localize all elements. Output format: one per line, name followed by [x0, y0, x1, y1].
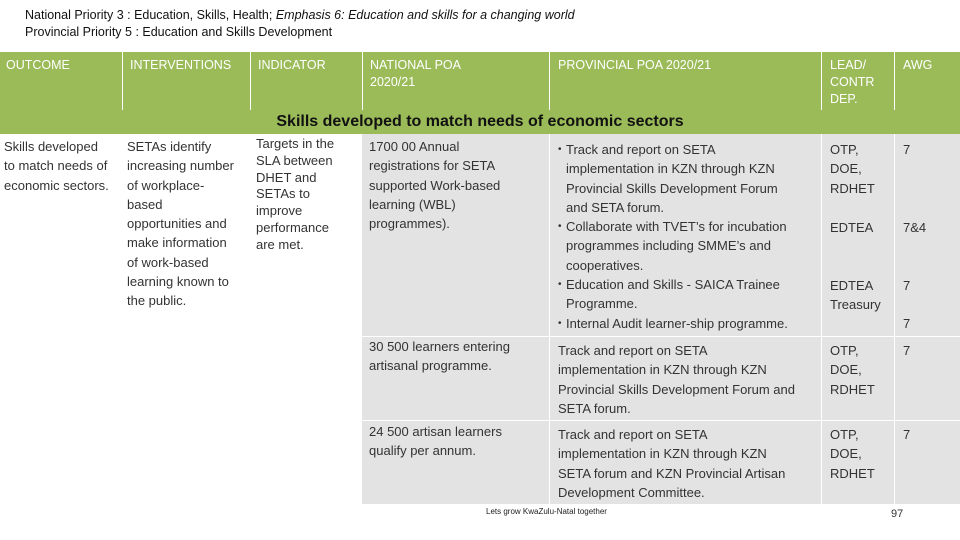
col-header-provincial-poa: PROVINCIAL POA 2020/21 [558, 58, 712, 72]
col-divider [549, 134, 550, 504]
col-header-lead-line: CONTR [830, 75, 875, 89]
cell-line: Provincial Skills Development Forum and [558, 381, 795, 397]
cell-line: performance [256, 219, 329, 235]
cell-lead [830, 425, 875, 483]
cell-line: • Internal Audit learner-ship programme. [566, 315, 788, 331]
cell-line: make information [127, 235, 227, 251]
cell-line: implementation in KZN through KZN [566, 161, 775, 177]
cell-line: Development Committee. [558, 484, 705, 500]
cell-line: OTP, [830, 142, 859, 157]
cell-awg: 7 [903, 343, 911, 358]
cell-line: supported Work-based [369, 177, 501, 193]
col-header-lead [830, 57, 874, 108]
cell-line: cooperatives. [566, 257, 644, 273]
cell-line: of work-based [127, 254, 209, 270]
list-item [558, 217, 788, 275]
cell-line: programmes including SMME’s and [566, 238, 771, 254]
provincial-activity-list [558, 140, 788, 333]
priority-title-main: National Priority 3 : Education, Skills, Health; [25, 8, 276, 22]
col-header-indicator: INDICATOR [258, 58, 326, 72]
section-title: Skills developed to match needs of economic sectors [276, 113, 684, 130]
cell-line: SETAs to [256, 186, 310, 202]
cell-line: DOE, [830, 446, 862, 462]
col-divider [821, 52, 822, 110]
cell-line: Track and report on SETA [558, 427, 708, 442]
cell-line: Provincial Skills Development Forum [566, 180, 778, 196]
list-item [558, 275, 788, 314]
cell-national-poa [369, 137, 500, 233]
cell-line: OTP, [830, 343, 859, 358]
cell-line: DHET and [256, 169, 317, 185]
cell-line: DOE, [830, 161, 862, 177]
cell-line: RDHET [830, 465, 875, 481]
cell-line: the public. [127, 293, 187, 309]
cell-awg: 7&4 [903, 220, 927, 235]
cell-line: SETAs identify [127, 139, 212, 154]
col-divider [250, 52, 251, 110]
footer-slogan: Lets grow KwaZulu-Natal together [486, 507, 607, 516]
cell-lead [830, 140, 875, 198]
cell-provincial-poa [558, 425, 785, 502]
col-header-lead-line: LEAD/ [830, 58, 867, 72]
cell-line: qualify per annum. [369, 443, 476, 459]
cell-line: Programme. [566, 296, 638, 312]
cell-line: of workplace- [127, 177, 205, 193]
cell-outcome [4, 137, 109, 195]
cell-line: • Education and Skills - SAICA Trainee [566, 277, 780, 293]
col-header-outcome: OUTCOME [6, 58, 70, 72]
page-number: 97 [891, 508, 904, 520]
cell-line: are met. [256, 236, 304, 252]
col-divider [122, 52, 123, 110]
cell-line: registrations for SETA [369, 158, 496, 174]
col-header-awg: AWG [903, 58, 933, 72]
cell-provincial-poa [558, 341, 795, 418]
cell-line: SETA forum and KZN Provincial Artisan [558, 465, 786, 481]
cell-line: EDTEA [830, 278, 874, 293]
priority-title [25, 8, 575, 22]
cell-line: OTP, [830, 427, 859, 442]
cell-line: increasing number [127, 158, 234, 174]
cell-line: learning (WBL) [369, 196, 456, 212]
cell-line: RDHET [830, 381, 875, 397]
priority-title-emphasis: Emphasis 6: Education and skills for a changing world [275, 8, 575, 22]
cell-awg: 7 [903, 427, 911, 442]
list-item [558, 314, 788, 333]
col-divider [362, 52, 363, 110]
list-item [558, 140, 788, 217]
cell-line: Track and report on SETA [558, 343, 708, 358]
col-divider [894, 134, 895, 504]
col-header-lead-line: DEP. [830, 92, 858, 106]
cell-lead: EDTEA [830, 220, 874, 235]
cell-line: SETA forum. [558, 400, 631, 416]
cell-lead [830, 276, 881, 315]
col-divider [821, 134, 822, 504]
cell-line: economic sectors. [4, 177, 109, 193]
col-header-national-poa-line: NATIONAL POA [370, 58, 461, 72]
provincial-priority-title: Provincial Priority 5 : Education and Skills Development [25, 25, 333, 39]
cell-line: Treasury [830, 297, 881, 313]
cell-line: DOE, [830, 362, 862, 378]
cell-line: 30 500 learners entering [369, 339, 510, 354]
cell-line: • Track and report on SETA [566, 142, 716, 157]
cell-line: • Collaborate with TVET’s for incubation [566, 219, 787, 235]
cell-line: 24 500 artisan learners [369, 424, 502, 439]
cell-line: SLA between [256, 152, 333, 168]
cell-line: Targets in the [256, 136, 335, 151]
col-header-national-poa [370, 57, 461, 91]
col-divider [894, 52, 895, 110]
cell-lead [830, 341, 875, 399]
cell-line: implementation in KZN through KZN [558, 446, 767, 462]
cell-line: opportunities and [127, 216, 227, 232]
cell-line: Skills developed [4, 139, 98, 154]
cell-national-poa [369, 422, 502, 461]
cell-line: and SETA forum. [566, 199, 665, 215]
cell-awg: 7 [903, 316, 911, 331]
col-divider [549, 52, 550, 110]
cell-line: improve [256, 203, 303, 219]
cell-line: RDHET [830, 180, 875, 196]
cell-line: to match needs of [4, 158, 108, 174]
col-header-national-poa-line: 2020/21 [370, 75, 416, 89]
cell-line: 1700 00 Annual [369, 139, 460, 154]
cell-line: based [127, 196, 163, 212]
cell-awg: 7 [903, 278, 911, 293]
col-header-interventions: INTERVENTIONS [130, 58, 232, 72]
cell-awg: 7 [903, 142, 911, 157]
cell-provincial-poa [558, 140, 788, 333]
cell-interventions [127, 137, 234, 311]
cell-line: programmes). [369, 216, 450, 232]
cell-national-poa [369, 337, 510, 376]
cell-line: artisanal programme. [369, 358, 492, 374]
cell-line: learning known to [127, 274, 229, 290]
cell-indicator [256, 136, 334, 254]
cell-line: implementation in KZN through KZN [558, 362, 767, 378]
row-divider [362, 420, 960, 421]
